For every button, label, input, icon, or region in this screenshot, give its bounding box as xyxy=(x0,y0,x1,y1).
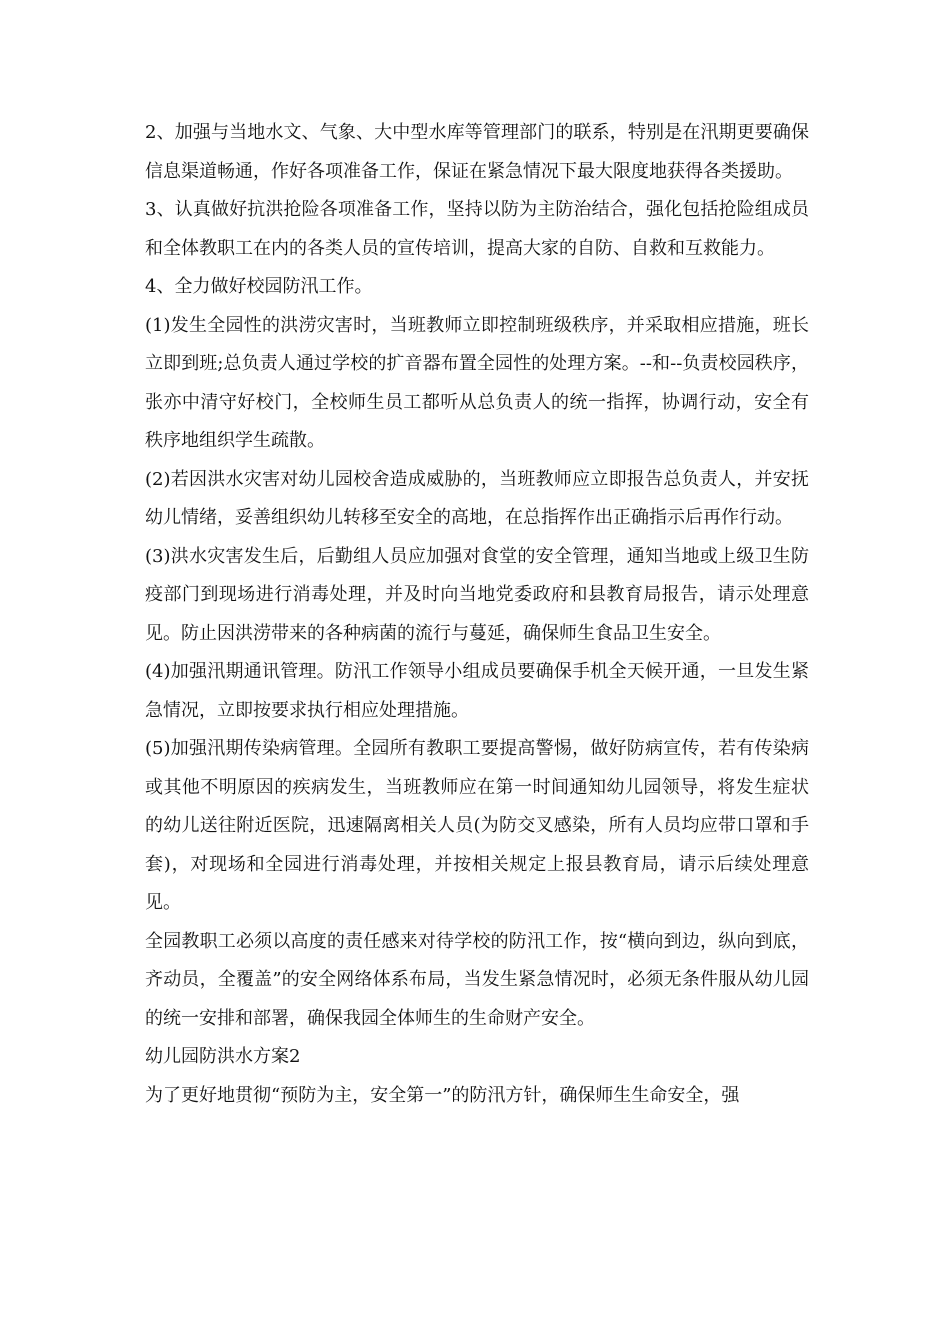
paragraph-item-2: 2、加强与当地水文、气象、大中型水库等管理部门的联系，特别是在汛期更要确保信息渠道畅通，作好各项准备工作，保证在紧急情况下最大限度地获得各类援助。 xyxy=(145,122,809,182)
section-heading: 幼儿园防洪水方案2 xyxy=(145,1046,301,1067)
document-body xyxy=(145,114,809,1115)
paragraph-item-3: 3、认真做好抗洪抢险各项准备工作，坚持以防为主防治结合，强化包括抢险组成员和全体教职工在内的各类人员的宣传培训，提高大家的自防、自救和互救能力。 xyxy=(145,199,809,259)
paragraph-subitem-5: (5)加强汛期传染病管理。全园所有教职工要提高警惕，做好防病宣传，若有传染病或其他不明原因的疾病发生，当班教师应在第一时间通知幼儿园领导，将发生症状的幼儿送往附近医院，迅速隔离相关人员(为防交叉感染，所有人员均应带口罩和手套)，对现场和全园进行消毒处理，并按相关规定上报县教育局，请示后续处理意见。 xyxy=(145,738,809,913)
paragraph-subitem-1: (1)发生全园性的洪涝灾害时，当班教师立即控制班级秩序，并采取相应措施，班长立即到班;总负责人通过学校的扩音器布置全园性的处理方案。--和--负责校园秩序，张亦中清守好校门，全校师生员工都听从总负责人的统一指挥，协调行动，安全有秩序地组织学生疏散。 xyxy=(145,314,809,451)
paragraph-subitem-2: (2)若因洪水灾害对幼儿园校舍造成威胁的，当班教师应立即报告总负责人，并安抚幼儿情绪，妥善组织幼儿转移至安全的高地，在总指挥作出正确指示后再作行动。 xyxy=(145,468,809,528)
paragraph-subitem-4: (4)加强汛期通讯管理。防汛工作领导小组成员要确保手机全天候开通，一旦发生紧急情况，立即按要求执行相应处理措施。 xyxy=(145,661,809,721)
paragraph-closing: 全园教职工必须以高度的责任感来对待学校的防汛工作，按“横向到边，纵向到底，齐动员，全覆盖”的安全网络体系布局，当发生紧急情况时，必须无条件服从幼儿园的统一安排和部署，确保我园全体师生的生命财产安全。 xyxy=(145,930,809,1029)
paragraph-subitem-3: (3)洪水灾害发生后，后勤组人员应加强对食堂的安全管理，通知当地或上级卫生防疫部门到现场进行消毒处理，并及时向当地党委政府和县教育局报告，请示处理意见。防止因洪涝带来的各种病菌的流行与蔓延，确保师生食品卫生安全。 xyxy=(145,545,809,644)
paragraph-intro: 为了更好地贯彻“预防为主，安全第一”的防汛方针，确保师生生命安全，强 xyxy=(145,1084,740,1106)
paragraph-item-4: 4、全力做好校园防汛工作。 xyxy=(145,276,373,297)
